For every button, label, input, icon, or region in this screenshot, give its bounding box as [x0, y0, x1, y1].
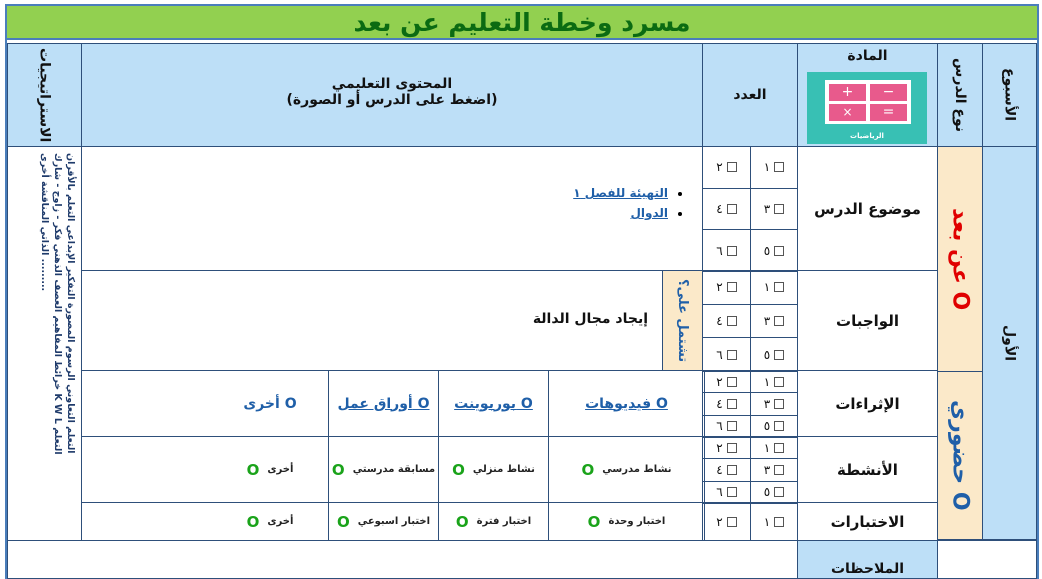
checkbox-square-icon [727, 377, 737, 387]
checkbox-square-icon [774, 246, 784, 256]
count-number: ١ [763, 440, 771, 455]
checkbox-square-icon [774, 162, 784, 172]
count-number: ٢ [716, 280, 723, 295]
radio-circle-icon: O [581, 460, 595, 479]
checkbox-square-icon [727, 517, 737, 527]
checkbox-square-icon [774, 316, 784, 326]
homework-text: إيجاد مجال الدالة [532, 311, 648, 327]
count-number: ٦ [716, 485, 723, 500]
count-checkbox[interactable] [702, 502, 751, 542]
test-item-label: اختبار فترة [476, 516, 532, 527]
count-checkbox[interactable] [702, 337, 751, 372]
checkbox-square-icon [727, 162, 737, 172]
lesson-type-header-label: نوع الدرس [952, 58, 968, 132]
enrichment-videos-label: فيديوهات O [585, 395, 668, 412]
count-number: ١ [763, 160, 771, 175]
week-header [982, 43, 1037, 147]
checkbox-square-icon [727, 399, 737, 409]
count-checkbox[interactable] [750, 337, 798, 372]
count-number: ٣ [763, 462, 771, 477]
test-item-label: اختبار اسبوعي [357, 516, 431, 527]
enrichment-powerpoint[interactable] [438, 370, 549, 437]
count-number: ١ [763, 374, 771, 389]
enrichment-content [81, 370, 703, 437]
count-checkbox[interactable] [702, 436, 751, 459]
checkbox-square-icon [774, 517, 784, 527]
page-title: مسرد وخطة التعليم عن بعد [353, 7, 691, 37]
checkbox-square-icon [727, 465, 737, 475]
count-number: ٢ [716, 374, 723, 389]
row-label-activities-text: الأنشطة [837, 460, 898, 479]
count-checkbox[interactable] [750, 270, 798, 305]
enrichment-powerpoint-label: بوربوينت O [454, 395, 533, 412]
checkbox-square-icon [774, 377, 784, 387]
activity-item[interactable] [328, 436, 439, 503]
checkbox-square-icon [774, 443, 784, 453]
checkbox-square-icon [727, 443, 737, 453]
checkbox-square-icon [774, 204, 784, 214]
test-item[interactable] [328, 502, 439, 541]
activity-item[interactable] [438, 436, 549, 503]
activity-item[interactable] [212, 436, 328, 503]
row-label-activities [797, 436, 938, 503]
count-checkbox[interactable] [750, 415, 798, 438]
row-label-tests [797, 502, 938, 541]
count-number: ٣ [763, 396, 771, 411]
week-cell [982, 146, 1037, 540]
count-number: ١ [763, 280, 771, 295]
test-item-label: أخرى [267, 516, 294, 527]
checkbox-square-icon [727, 350, 737, 360]
homework-content [81, 270, 663, 371]
strategies-header [7, 43, 82, 147]
row-label-enrichment-text: الإثراءات [835, 394, 900, 413]
count-checkbox[interactable] [750, 481, 798, 504]
test-item[interactable] [212, 502, 328, 541]
row-label-topic [797, 146, 938, 271]
radio-circle-icon: O [455, 512, 469, 531]
checkbox-square-icon [774, 487, 784, 497]
test-item[interactable] [548, 502, 705, 541]
row-label-homework-text: الواجبات [836, 311, 899, 330]
checkbox-square-icon [727, 421, 737, 431]
title-bar [5, 4, 1039, 40]
homework-side-label: تشتمل على؟ [675, 278, 690, 363]
test-item[interactable] [438, 502, 549, 541]
count-number: ٢ [716, 440, 723, 455]
count-checkbox[interactable] [750, 436, 798, 459]
calculator-icon: + − × = [825, 80, 911, 124]
lesson-type-header [937, 43, 983, 147]
week-value: الأول [1001, 324, 1018, 362]
checkbox-square-icon [727, 204, 737, 214]
count-checkbox[interactable] [750, 304, 798, 339]
subject-image-caption: الرياضيات [850, 132, 884, 140]
count-checkbox[interactable] [702, 304, 751, 339]
count-checkbox[interactable] [702, 458, 751, 481]
count-number: ٣ [763, 201, 771, 216]
row-label-topic-text: موضوع الدرس [814, 199, 921, 218]
checkbox-square-icon [774, 421, 784, 431]
count-number: ٤ [716, 313, 723, 328]
notes-label: الملاحظات [830, 561, 905, 577]
count-number: ٤ [716, 462, 723, 477]
test-item-label: اختبار وحدة [608, 516, 666, 527]
subject-header [797, 43, 938, 147]
topic-link-2[interactable]: الدوال [630, 206, 668, 220]
radio-circle-icon: O [331, 460, 345, 479]
count-checkbox[interactable] [750, 370, 798, 393]
row-label-homework [797, 270, 938, 371]
count-number: ٢ [716, 515, 723, 529]
count-checkbox[interactable] [750, 188, 798, 231]
enrichment-other-label: أخرى O [243, 395, 297, 412]
checkbox-square-icon [727, 246, 737, 256]
radio-circle-icon: O [587, 512, 601, 531]
row-label-tests-text: الاختبارات [830, 512, 905, 531]
lesson-type-remote[interactable] [937, 146, 983, 372]
count-checkbox[interactable] [702, 188, 751, 231]
count-number: ١ [763, 515, 771, 529]
count-header [702, 43, 798, 147]
enrichment-worksheets-label: أوراق عمل O [337, 395, 430, 412]
checkbox-square-icon [774, 399, 784, 409]
count-number: ٥ [763, 419, 771, 434]
count-checkbox[interactable] [750, 458, 798, 481]
topic-link-item [573, 203, 668, 223]
lesson-type-remote-label: عن بعد O [947, 207, 973, 311]
count-checkbox[interactable] [702, 370, 751, 393]
count-number: ٣ [763, 313, 771, 328]
homework-side [662, 270, 703, 371]
content-header-line1: المحتوى التعليمي [331, 76, 453, 92]
count-checkbox[interactable] [702, 481, 751, 504]
checkbox-square-icon [727, 316, 737, 326]
activities-content [81, 436, 703, 503]
checkbox-square-icon [774, 282, 784, 292]
checkbox-square-icon [774, 350, 784, 360]
count-checkbox[interactable] [750, 229, 798, 272]
topic-link-1[interactable]: التهيئة للفصل ١ [573, 186, 668, 200]
checkbox-square-icon [774, 465, 784, 475]
count-header-label: العدد [733, 87, 767, 103]
checkbox-square-icon [727, 487, 737, 497]
count-number: ٥ [763, 243, 771, 258]
count-number: ٦ [716, 347, 723, 362]
enrichment-worksheets[interactable] [328, 370, 439, 437]
count-checkbox[interactable] [750, 392, 798, 415]
activity-item[interactable] [548, 436, 705, 503]
math-subject-image[interactable] [807, 72, 927, 144]
subject-header-label: المادة [847, 48, 888, 64]
count-number: ٤ [716, 201, 723, 216]
notes-header [797, 540, 938, 579]
topic-content [81, 146, 703, 271]
topic-list [573, 183, 686, 223]
count-number: ٦ [716, 419, 723, 434]
strategies-cell [7, 146, 82, 541]
count-checkbox[interactable] [702, 229, 751, 272]
content-header-line2: (اضغط على الدرس أو الصورة) [286, 92, 498, 108]
strategies-list: التعلم التعاوني الرسوم المصورة التفكير الإبداعي التعلم بالأقران خرائط المفاهيم العصف الذهني فكر - زاوج - شارك K W L التعلم الذاتي المناقشة أخرى ......... [39, 153, 76, 455]
enrichment-videos[interactable] [548, 370, 705, 437]
count-checkbox[interactable] [702, 392, 751, 415]
radio-circle-icon: O [452, 460, 465, 479]
radio-circle-icon: O [336, 512, 350, 531]
count-number: ٦ [716, 243, 723, 258]
activity-item-label: أخرى [267, 464, 294, 475]
radio-circle-icon: O [246, 512, 260, 531]
count-number: ٤ [716, 396, 723, 411]
count-checkbox[interactable] [750, 146, 798, 189]
lesson-type-presence[interactable] [937, 371, 983, 540]
week-header-label: الأسبوع [1001, 68, 1018, 122]
count-number: ٢ [716, 160, 723, 175]
lesson-type-presence-label: حضوري O [947, 400, 973, 511]
activity-item-label: نشاط مدرسي [602, 464, 672, 475]
count-checkbox[interactable] [702, 146, 751, 189]
count-checkbox[interactable] [702, 270, 751, 305]
strategies-header-label: الاستراتيجيات [36, 47, 53, 143]
count-number: ٥ [763, 347, 771, 362]
radio-circle-icon: O [246, 460, 260, 479]
tests-content [81, 502, 703, 541]
content-header [81, 43, 703, 147]
count-checkbox[interactable] [702, 415, 751, 438]
topic-link-item [573, 183, 668, 203]
activity-item-label: نشاط منزلي [472, 464, 535, 475]
count-checkbox[interactable] [750, 502, 798, 542]
row-label-enrichment [797, 370, 938, 437]
activity-item-label: مسابقة مدرستي [352, 464, 436, 475]
count-number: ٥ [763, 485, 771, 500]
enrichment-other[interactable] [212, 371, 328, 436]
checkbox-square-icon [727, 282, 737, 292]
